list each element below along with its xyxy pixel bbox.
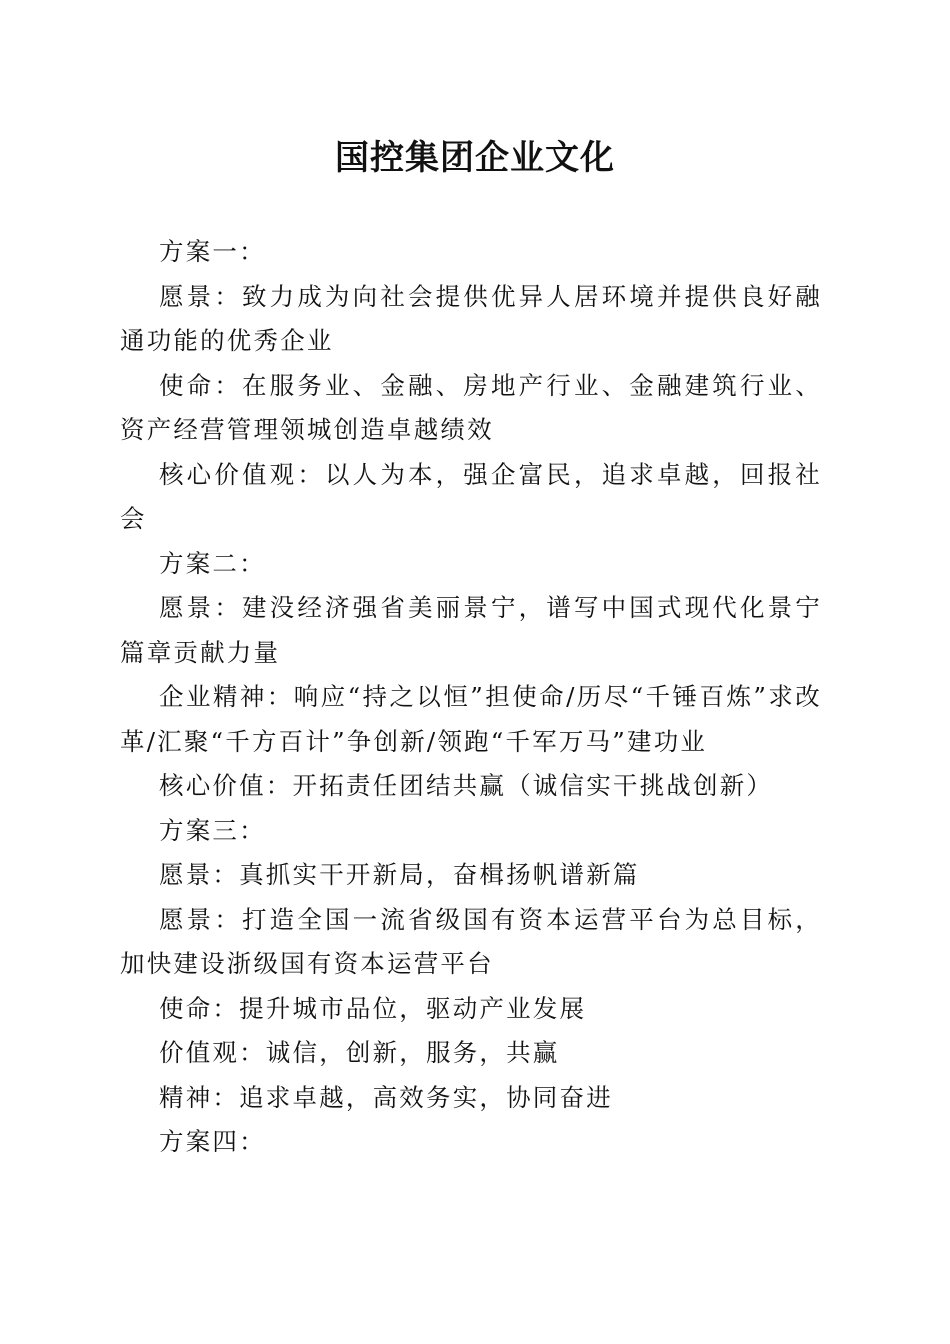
paragraph-plan-3-heading: 方案三： [159,815,266,845]
paragraph-plan-1-vision: 愿景：致力成为向社会提供优异人居环境并提供良好融通功能的优秀企业 [120,281,822,355]
paragraph-plan-2-vision: 愿景：建没经济强省美丽景宁，谱写中国式现代化景宁篇章贡献力量 [120,593,822,667]
paragraph-plan-3-vision-b: 愿景：打造全国一流省级国有资本运营平台为总目标，加快建设浙级国有资本运营平台 [120,904,822,978]
paragraph-plan-3-spirit: 精神：追求卓越，高效务实，协同奋进 [159,1082,613,1112]
document-body [120,230,822,1165]
paragraph-plan-1-mission: 使命：在服务业、金融、房地产行业、金融建筑行业、资产经营管理领城创造卓越绩效 [120,370,822,444]
paragraph-plan-2-heading: 方案二： [159,548,266,578]
paragraph-plan-2-spirit: 企业精神：响应“持之以恒”担使命/历尽“千锤百炼”求改革/汇聚“千方百计”争创新/领跑“千军万马”建功业 [120,682,822,756]
paragraph-plan-1-core-values: 核心价值观：以人为本，强企富民，追求卓越，回报社会 [120,459,822,533]
document-title: 国控集团企业文化 [335,138,615,178]
paragraph-plan-1-heading: 方案一： [159,237,266,266]
paragraph-plan-3-vision-a: 愿景：真抓实干开新局，奋楫扬帆谱新篇 [159,860,640,889]
paragraph-plan-3-mission: 使命：提升城市品位，驱动产业发展 [159,993,587,1023]
paragraph-plan-3-values: 价值观：诚信，创新，服务，共赢 [159,1038,560,1067]
paragraph-plan-2-core-values: 核心价值：开拓责任团结共赢（诚信实干挑战创新） [159,771,774,800]
paragraph-plan-4-heading: 方案四： [159,1127,266,1156]
